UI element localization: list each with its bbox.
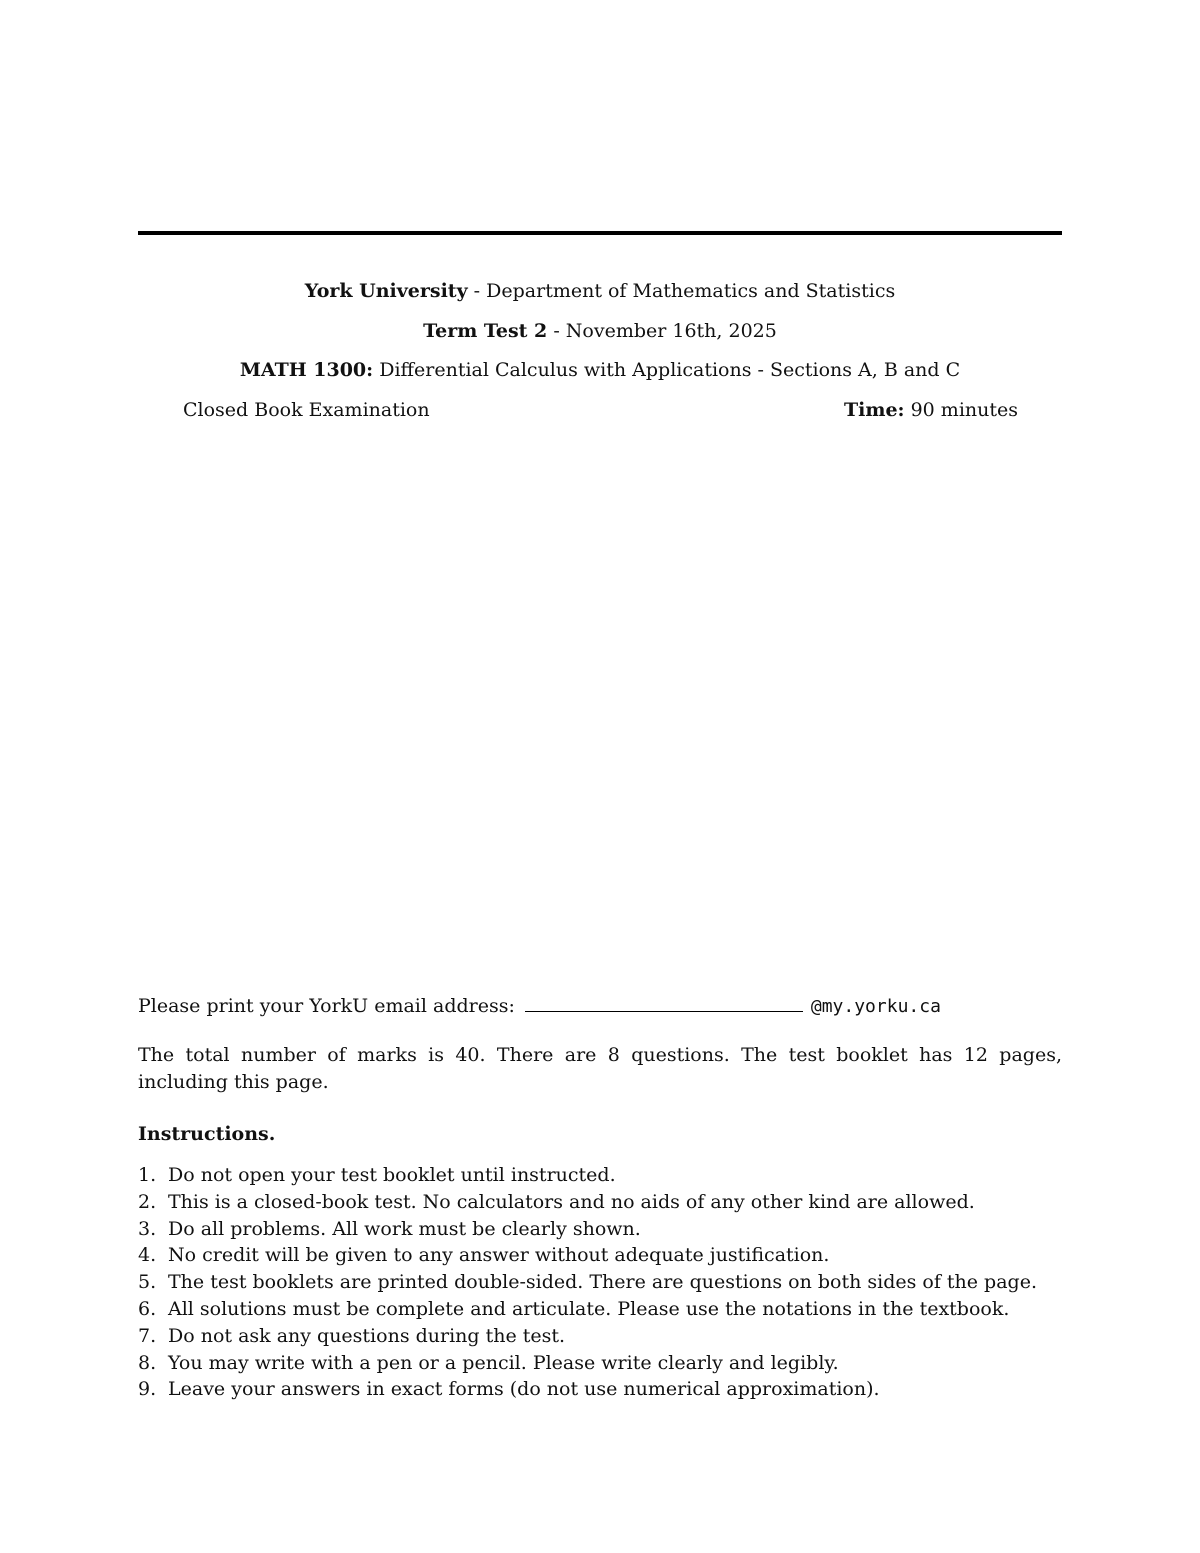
university-name: York University bbox=[304, 280, 468, 302]
email-label: Please print your YorkU email address: bbox=[138, 995, 515, 1017]
marks-paragraph: The total number of marks is 40. There are 8 questions. The test booklet has 12 pages, including this page. bbox=[138, 1044, 1062, 1093]
email-blank-line[interactable] bbox=[525, 993, 803, 1012]
header-rule bbox=[138, 231, 1062, 235]
email-row bbox=[138, 993, 941, 1020]
exam-type: Closed Book Examination bbox=[183, 399, 430, 421]
instruction-item: 5. The test booklets are printed double-sided. There are questions on both sides of the page. bbox=[138, 1271, 1037, 1294]
instruction-item: 9. Leave your answers in exact forms (do not use numerical approximation). bbox=[138, 1378, 880, 1401]
instruction-item: 2. This is a closed-book test. No calculators and no aids of any other kind are allowed. bbox=[138, 1190, 975, 1213]
instruction-item: 7. Do not ask any questions during the test. bbox=[138, 1324, 566, 1347]
instruction-item: 6. All solutions must be complete and articulate. Please use the notations in the textbook. bbox=[138, 1297, 1010, 1320]
department-name: - Department of Mathematics and Statistics bbox=[467, 280, 896, 302]
instruction-item: 3. Do all problems. All work must be clearly shown. bbox=[138, 1217, 641, 1240]
instruction-item: 8. You may write with a pen or a pencil. Please write clearly and legibly. bbox=[138, 1351, 839, 1374]
instruction-item: 4. No credit will be given to any answer without adequate justification. bbox=[138, 1244, 830, 1267]
instruction-item: 1. Do not open your test booklet until instructed. bbox=[138, 1164, 616, 1186]
course-title: Differential Calculus with Applications - Sections A, B and C bbox=[373, 359, 961, 381]
test-name: Term Test 2 bbox=[423, 320, 548, 342]
time-label: Time: bbox=[843, 399, 905, 421]
instructions-heading: Instructions. bbox=[138, 1123, 276, 1145]
test-date: - November 16th, 2025 bbox=[547, 320, 777, 342]
time-value: 90 minutes bbox=[904, 399, 1018, 421]
course-code: MATH 1300: bbox=[239, 359, 374, 381]
instructions-list bbox=[138, 1162, 1068, 1403]
test-line bbox=[138, 318, 1062, 344]
course-line bbox=[138, 357, 1062, 383]
exam-time bbox=[844, 397, 1018, 423]
university-line bbox=[138, 278, 1062, 304]
email-suffix: @my.yorku.ca bbox=[810, 996, 941, 1017]
